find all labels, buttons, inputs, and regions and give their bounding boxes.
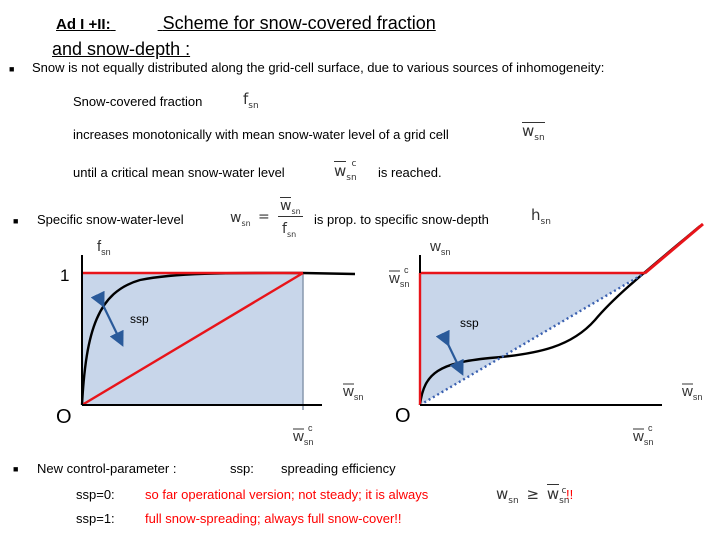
- ssp1-text: full snow-spreading; always full snow-cover!!: [145, 511, 402, 526]
- title-prefix: Ad I +II:: [56, 16, 111, 33]
- title-line1: Scheme for snow-covered fraction: [162, 13, 436, 33]
- snow-covered-fraction-label: Snow-covered fraction: [73, 94, 203, 109]
- bullet-1-icon: ■: [9, 64, 15, 74]
- spreading-efficiency-text: spreading efficiency: [281, 461, 396, 476]
- wsn-mean-symbol: $w_{sn}$: [522, 122, 545, 146]
- left-chart: [56, 238, 363, 447]
- control-parameter-text: New control-parameter :: [37, 461, 177, 476]
- fsn-symbol: $f_{sn}$: [243, 90, 259, 111]
- prop-snow-depth-text: is prop. to specific snow-depth: [314, 212, 489, 227]
- left-xlabel: $w_{sn}$: [343, 383, 364, 402]
- ssp0-text: so far operational version; not steady; it is always: [145, 487, 429, 502]
- wsn-critical-symbol: $w_{sn}$ $^c$: [334, 159, 357, 183]
- right-ycrit-label: $w_{sn}$: [389, 270, 410, 289]
- specific-snow-water-text: Specific snow-water-level: [37, 212, 184, 227]
- left-y-one: 1: [60, 266, 70, 285]
- ssp0-end: !!: [566, 487, 574, 502]
- is-reached-text: is reached.: [378, 165, 442, 180]
- bullet-1-text: Snow is not equally distributed along the grid-cell surface, due to various sources of inhomogeneity:: [32, 60, 605, 75]
- left-xcrit-sup: c: [308, 423, 313, 433]
- ssp0-label: ssp=0:: [76, 487, 115, 502]
- right-ycrit-sup: c: [404, 265, 409, 275]
- left-ssp-label: ssp: [130, 312, 149, 326]
- until-critical-text: until a critical mean snow-water level: [73, 165, 285, 180]
- right-xlabel: $w_{sn}$: [682, 383, 703, 402]
- right-chart: [388, 224, 703, 447]
- left-origin: O: [56, 406, 72, 428]
- right-ylabel: $w_{sn}$: [430, 238, 451, 257]
- page-subtitle: and snow-depth :: [52, 39, 191, 59]
- right-xcrit-label: $w_{sn}$: [633, 428, 654, 447]
- hsn-symbol: $h_{sn}$: [531, 206, 551, 227]
- right-origin: O: [395, 405, 411, 427]
- ssp0-formula: $w_{sn} \ge w_{sn}^c$: [496, 485, 570, 506]
- ssp1-label: ssp=1:: [76, 511, 115, 526]
- right-red-diagonal: [645, 224, 703, 273]
- left-xcrit-label: $w_{sn}$: [293, 428, 314, 447]
- bullet-2-icon: ■: [13, 216, 19, 226]
- bullet-3-icon: ■: [13, 464, 19, 474]
- left-ylabel: $f_{sn}$: [97, 238, 111, 257]
- right-xcrit-sup: c: [648, 423, 653, 433]
- increases-text: increases monotonically with mean snow-water level of a grid cell: [73, 127, 449, 142]
- right-ssp-label: ssp: [460, 316, 479, 330]
- ssp-param-label: ssp:: [230, 461, 254, 476]
